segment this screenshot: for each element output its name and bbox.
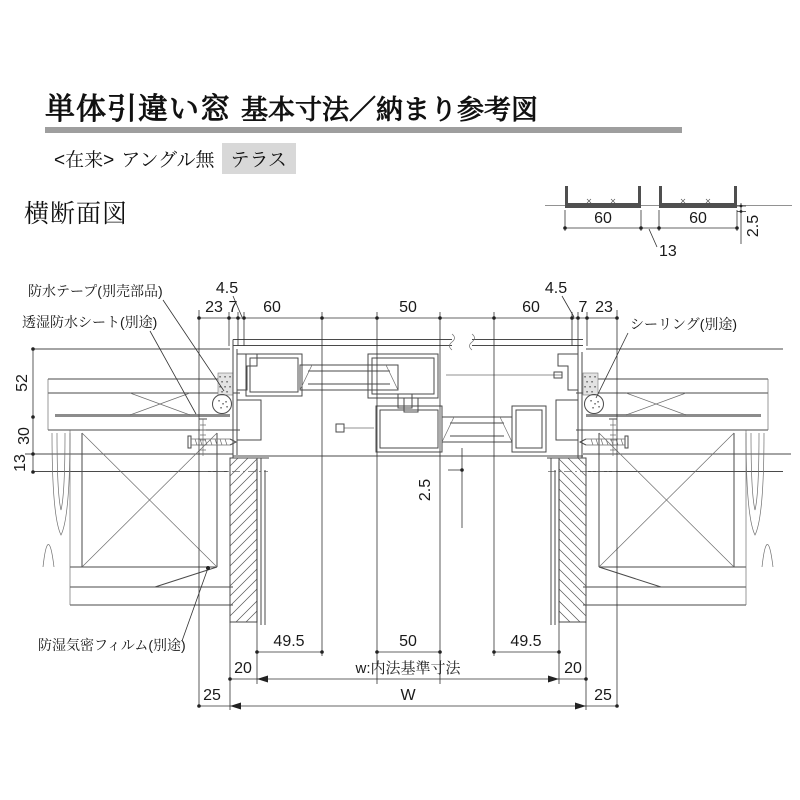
left-anchor-screw-vertical xyxy=(199,419,207,456)
dim-top-23-right: 23 xyxy=(595,299,613,316)
dim-overall-W: W xyxy=(400,687,416,704)
annotation-labels xyxy=(22,283,737,653)
dim-inner-width-label: w:内法基準寸法 xyxy=(355,660,461,677)
dim-top-7-left: 7 xyxy=(228,299,238,316)
dim-left-52: 52 xyxy=(14,374,31,392)
label-waterproof-tape: 防水テープ(別売部品) xyxy=(28,283,163,299)
rail-dim-right-60: 60 xyxy=(689,210,707,227)
dim-top-7-right: 7 xyxy=(578,299,588,316)
rail-dim-height-2-5: 2.5 xyxy=(745,214,762,238)
type-badge: テラス xyxy=(222,143,296,174)
dim-left-13: 13 xyxy=(12,454,29,472)
dim-top-4-5-right: 4.5 xyxy=(544,280,568,297)
frame-right-jamb xyxy=(547,345,583,458)
section-label: 横断面図 xyxy=(24,200,129,228)
dim-center-2-5: 2.5 xyxy=(417,478,434,502)
label-breathable-sheet: 透湿防水シート(別途) xyxy=(22,314,158,330)
dim-top-4-5-left: 4.5 xyxy=(215,280,239,297)
dim-clearance-20-right: 20 xyxy=(564,660,582,677)
series-label: <在来> xyxy=(54,150,115,171)
page-title-sub: 基本寸法／納まり参考図 xyxy=(241,95,538,125)
right-anchor-screw-vertical xyxy=(609,419,617,456)
right-wall-section xyxy=(548,349,791,625)
rail-dim-gap-13: 13 xyxy=(659,243,677,260)
dim-bottom-50: 50 xyxy=(399,633,417,650)
dim-clearance-20-left: 20 xyxy=(234,660,252,677)
backer-rod-circle xyxy=(213,395,232,414)
window-frame xyxy=(233,334,583,458)
interior-sash xyxy=(376,398,546,452)
rail-dim-left-60: 60 xyxy=(594,210,612,227)
dim-bottom-49-5-right: 49.5 xyxy=(510,633,542,650)
frame-left-jamb xyxy=(233,340,269,459)
label-sealing: シーリング(別途) xyxy=(630,316,738,332)
backer-rod-circle-right xyxy=(585,395,604,414)
dim-top-50: 50 xyxy=(399,299,417,316)
dim-top-60-left: 60 xyxy=(263,299,281,316)
dim-top-23-left: 23 xyxy=(205,299,223,316)
page-title-main: 単体引違い窓 xyxy=(45,93,231,126)
exterior-sash xyxy=(246,354,438,408)
dim-left-30: 30 xyxy=(16,427,33,445)
dim-top-60-right: 60 xyxy=(522,299,540,316)
rail-detail-drawing xyxy=(545,186,792,260)
label-vapor-barrier-film: 防湿気密フィルム(別途) xyxy=(38,637,186,653)
angle-label: アングル無 xyxy=(121,150,215,171)
dim-side-25-right: 25 xyxy=(594,687,612,704)
dim-bottom-49-5-left: 49.5 xyxy=(273,633,305,650)
left-wall-section xyxy=(25,349,268,625)
dim-side-25-left: 25 xyxy=(203,687,221,704)
